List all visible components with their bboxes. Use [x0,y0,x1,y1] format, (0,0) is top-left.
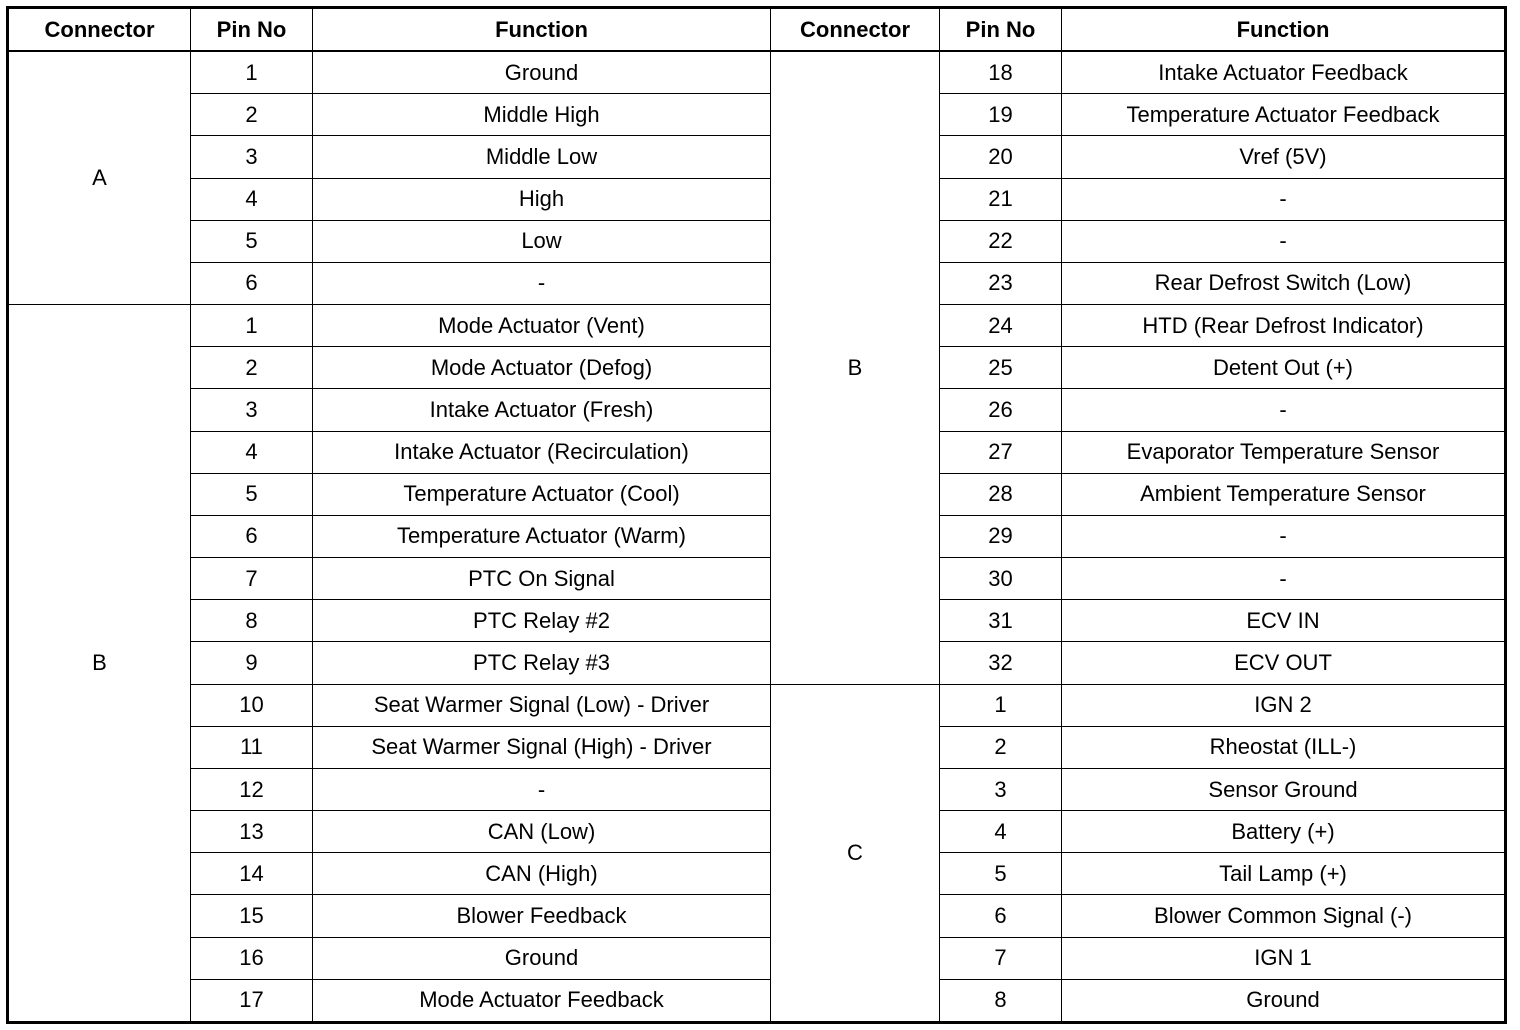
pin-number-cell: 3 [191,136,313,178]
function-cell: IGN 2 [1062,684,1506,726]
table-row [8,600,1506,642]
pin-number-cell: 4 [940,811,1062,853]
function-cell: Blower Feedback [313,895,771,937]
connector-cell-right: B [771,51,940,684]
pin-number-cell: 22 [940,220,1062,262]
function-cell: PTC On Signal [313,558,771,600]
function-cell: Rheostat (ILL-) [1062,726,1506,768]
pin-number-cell: 15 [191,895,313,937]
pin-number-cell: 10 [191,684,313,726]
pin-number-cell: 9 [191,642,313,684]
pin-number-cell: 6 [191,262,313,304]
function-cell: Middle High [313,94,771,136]
function-cell: Battery (+) [1062,811,1506,853]
function-cell: - [1062,178,1506,220]
pin-number-cell: 2 [191,347,313,389]
header-row [8,8,1506,52]
header-function-left: Function [313,8,771,52]
function-cell: Vref (5V) [1062,136,1506,178]
function-cell: CAN (High) [313,853,771,895]
header-connector-right: Connector [771,8,940,52]
table-row [8,431,1506,473]
table-row [8,937,1506,979]
table-row [8,51,1506,94]
table-row [8,768,1506,810]
pin-number-cell: 5 [940,853,1062,895]
pin-number-cell: 5 [191,220,313,262]
pin-number-cell: 7 [191,558,313,600]
pin-number-cell: 4 [191,431,313,473]
function-cell: Seat Warmer Signal (Low) - Driver [313,684,771,726]
table-row [8,262,1506,304]
pin-number-cell: 1 [191,51,313,94]
function-cell: Evaporator Temperature Sensor [1062,431,1506,473]
function-cell: Temperature Actuator (Cool) [313,473,771,515]
function-cell: ECV OUT [1062,642,1506,684]
table-row [8,979,1506,1022]
function-cell: Middle Low [313,136,771,178]
function-cell: Mode Actuator Feedback [313,979,771,1022]
function-cell: - [313,768,771,810]
function-cell: - [313,262,771,304]
function-cell: Temperature Actuator (Warm) [313,515,771,557]
pin-number-cell: 23 [940,262,1062,304]
connector-cell-left: B [8,305,191,1023]
pin-number-cell: 13 [191,811,313,853]
pin-number-cell: 7 [940,937,1062,979]
pin-number-cell: 4 [191,178,313,220]
pin-number-cell: 17 [191,979,313,1022]
pin-number-cell: 6 [940,895,1062,937]
function-cell: Temperature Actuator Feedback [1062,94,1506,136]
pin-number-cell: 19 [940,94,1062,136]
pin-number-cell: 8 [191,600,313,642]
connector-pin-table [6,6,1507,1024]
table-row [8,94,1506,136]
function-cell: Blower Common Signal (-) [1062,895,1506,937]
pin-number-cell: 18 [940,51,1062,94]
function-cell: Tail Lamp (+) [1062,853,1506,895]
pin-number-cell: 8 [940,979,1062,1022]
function-cell: IGN 1 [1062,937,1506,979]
function-cell: Detent Out (+) [1062,347,1506,389]
header-pin-no-right: Pin No [940,8,1062,52]
pin-number-cell: 14 [191,853,313,895]
function-cell: Intake Actuator Feedback [1062,51,1506,94]
function-cell: Low [313,220,771,262]
pin-number-cell: 28 [940,473,1062,515]
pin-number-cell: 16 [191,937,313,979]
connector-cell-left: A [8,51,191,305]
pin-number-cell: 32 [940,642,1062,684]
function-cell: PTC Relay #3 [313,642,771,684]
pin-number-cell: 20 [940,136,1062,178]
pin-number-cell: 3 [191,389,313,431]
table-row [8,895,1506,937]
table-row [8,684,1506,726]
pin-number-cell: 31 [940,600,1062,642]
table-row [8,347,1506,389]
pin-number-cell: 29 [940,515,1062,557]
connector-cell-right: C [771,684,940,1022]
table-row [8,389,1506,431]
function-cell: - [1062,220,1506,262]
function-cell: HTD (Rear Defrost Indicator) [1062,305,1506,347]
pin-number-cell: 6 [191,515,313,557]
pin-number-cell: 30 [940,558,1062,600]
function-cell: Mode Actuator (Defog) [313,347,771,389]
pin-number-cell: 3 [940,768,1062,810]
header-connector-left: Connector [8,8,191,52]
table-row [8,726,1506,768]
pin-number-cell: 11 [191,726,313,768]
pin-number-cell: 26 [940,389,1062,431]
function-cell: Rear Defrost Switch (Low) [1062,262,1506,304]
function-cell: CAN (Low) [313,811,771,853]
header-pin-no-left: Pin No [191,8,313,52]
table-row [8,853,1506,895]
table-row [8,136,1506,178]
table-row [8,178,1506,220]
table-row [8,515,1506,557]
function-cell: - [1062,515,1506,557]
table-row [8,642,1506,684]
table-row [8,473,1506,515]
function-cell: High [313,178,771,220]
function-cell: - [1062,558,1506,600]
function-cell: Ground [1062,979,1506,1022]
pin-number-cell: 5 [191,473,313,515]
function-cell: Mode Actuator (Vent) [313,305,771,347]
table-row [8,558,1506,600]
function-cell: Sensor Ground [1062,768,1506,810]
pin-number-cell: 21 [940,178,1062,220]
pin-number-cell: 12 [191,768,313,810]
function-cell: Seat Warmer Signal (High) - Driver [313,726,771,768]
pin-number-cell: 1 [191,305,313,347]
table-row [8,811,1506,853]
pin-number-cell: 1 [940,684,1062,726]
function-cell: ECV IN [1062,600,1506,642]
function-cell: Intake Actuator (Fresh) [313,389,771,431]
header-function-right: Function [1062,8,1506,52]
function-cell: - [1062,389,1506,431]
table-row [8,220,1506,262]
pin-number-cell: 25 [940,347,1062,389]
function-cell: PTC Relay #2 [313,600,771,642]
pin-number-cell: 2 [191,94,313,136]
function-cell: Ambient Temperature Sensor [1062,473,1506,515]
pin-number-cell: 2 [940,726,1062,768]
function-cell: Ground [313,937,771,979]
function-cell: Ground [313,51,771,94]
pin-number-cell: 24 [940,305,1062,347]
table-row [8,305,1506,347]
function-cell: Intake Actuator (Recirculation) [313,431,771,473]
pin-number-cell: 27 [940,431,1062,473]
